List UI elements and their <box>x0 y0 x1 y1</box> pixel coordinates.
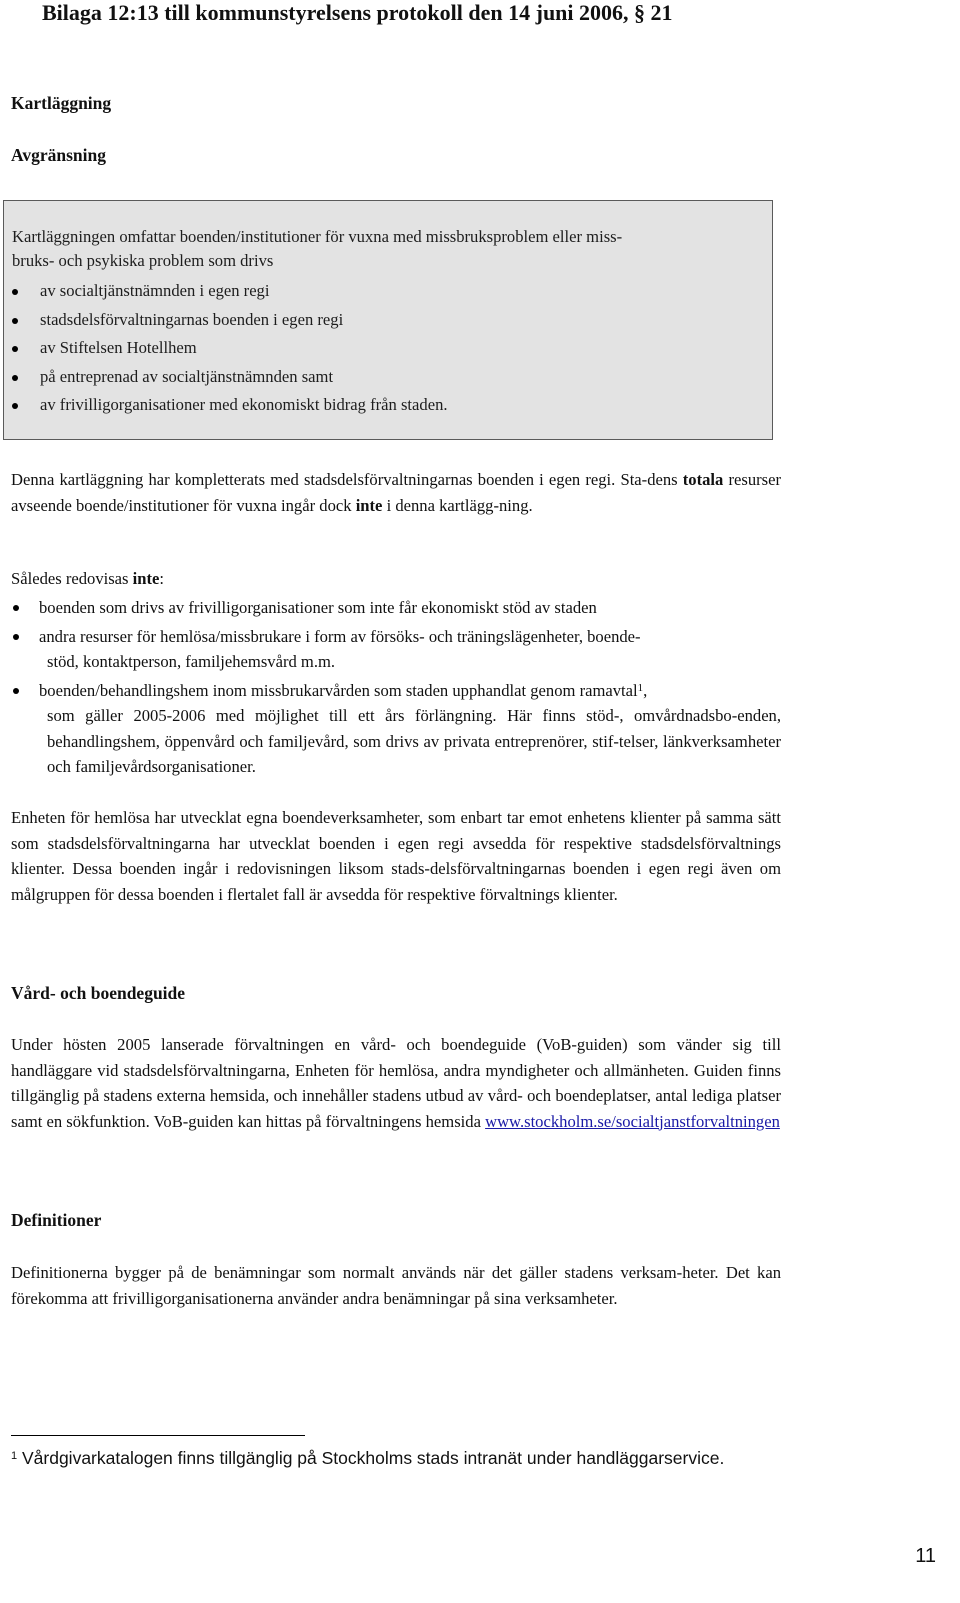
footnote: $^1$ Vårdgivarkatalogen finns tillgänglig på Stockholms stads intranät under handläggarservice. <box>11 1448 725 1468</box>
list-item: på entreprenad av socialtjänstnämnden samt <box>4 363 448 392</box>
footnote-divider <box>11 1435 305 1436</box>
scope-list <box>4 277 448 420</box>
list-item: av Stiftelsen Hotellhem <box>4 334 448 363</box>
subheading-avgransning: Avgränsning <box>11 145 106 165</box>
paragraph-enheten: Enheten för hemlösa har utvecklat egna boendeverksamheter, som enbart tar emot enhetens klienter på samma sätt som stadsdelsförvaltningarna har utvecklat boenden i egen regi avsedda för respektive stadsdelsförvaltnings klienter. Dessa boenden ingår i redovisningen liksom stads-delsförvaltningarnas boenden i egen regi även om målgruppen för dessa boenden i flertalet fall är avsedda för respektive förvaltnings klienter. <box>11 808 781 904</box>
bullet-icon <box>13 605 19 611</box>
scope-intro-line-1: Kartläggningen omfattar boenden/institutioner för vuxna med missbruksproblem eller miss- <box>12 227 623 246</box>
list-item: andra resurser för hemlösa/missbrukare i form av försöks- och träningslägenheter, boende- stöd, kontaktperson, familjehemsvård m.m. <box>11 624 781 675</box>
list-item: av frivilligorganisationer med ekonomiskt bidrag från staden. <box>4 391 448 420</box>
bullet-icon <box>12 375 18 381</box>
scope-intro <box>12 225 762 273</box>
page-header: Bilaga 12:13 till kommunstyrelsens protokoll den 14 juni 2006, § 21 <box>42 0 673 25</box>
paragraph-kompletterats: Denna kartläggning har kompletterats med stadsdelsförvaltningarnas boenden i egen regi. Sta-dens totala resurser avseende boende/institutioner för vuxna ingår dock inte i denna kartlägg-ning. <box>11 470 781 515</box>
footnote-ref: 1 <box>637 681 644 694</box>
bullet-icon <box>12 289 18 295</box>
paragraph-definitioner: Definitionerna bygger på de benämningar som normalt används när det gäller stadens verksam-heter. Det kan förekomma att frivilligorganisationerna använder andra benämningar på sina verksamheter. <box>11 1263 781 1308</box>
paragraph-vob-guide: Under hösten 2005 lanserade förvaltningen en vård- och boendeguide (VoB-guiden) som vänder sig till handläggare vid stadsdelsförvaltningarna, Enheten för hemlösa, andra myndigheter och allmänheten. Guiden finns tillgänglig på stadens externa hemsida, och innehåller stadens utbud av vård- och boendeplatser, antal lediga platser samt en sökfunktion. VoB-guiden kan hittas på förvaltningens hemsida www.stockholm.se/socialtjanstforvaltningen <box>11 1035 781 1131</box>
bullet-icon <box>12 346 18 352</box>
list-item: boenden som drivs av frivilligorganisationer som inte får ekonomiskt stöd av staden <box>11 595 781 621</box>
bullet-icon <box>13 688 19 694</box>
paragraph-redovisas: Således redovisas inte: <box>11 569 165 588</box>
footnote-marker: 1 <box>11 1450 18 1462</box>
page-number: 11 <box>915 1545 936 1567</box>
scope-intro-line-2: bruks- och psykiska problem som drivs <box>12 251 274 270</box>
list-item: boenden/behandlingshem inom missbrukarvården som staden upphandlat genom ramavtal$^1$, som gäller 2005-2006 med möjlighet till ett års förlängning. Här finns stöd-, omvårdnadsbo-enden, behandlingshem, öppenvård och familjevård, som drivs av privata entreprenörer, stif-telser, länkverksamheter och familjevårdsorganisationer. <box>11 678 781 780</box>
bullet-icon <box>13 634 19 640</box>
stockholm-link[interactable]: www.stockholm.se/socialtjanstforvaltningen <box>485 1111 780 1131</box>
list-item: av socialtjänstnämnden i egen regi <box>4 277 448 306</box>
bullet-icon <box>12 403 18 409</box>
section-heading-definitioner: Definitioner <box>11 1210 102 1230</box>
scope-box <box>3 200 773 440</box>
section-heading-vard-och-boendeguide: Vård- och boendeguide <box>11 983 186 1003</box>
bullet-icon <box>12 318 18 324</box>
excluded-list <box>11 595 781 783</box>
list-item: stadsdelsförvaltningarnas boenden i egen regi <box>4 306 448 335</box>
section-heading-kartlaggning: Kartläggning <box>11 93 112 113</box>
